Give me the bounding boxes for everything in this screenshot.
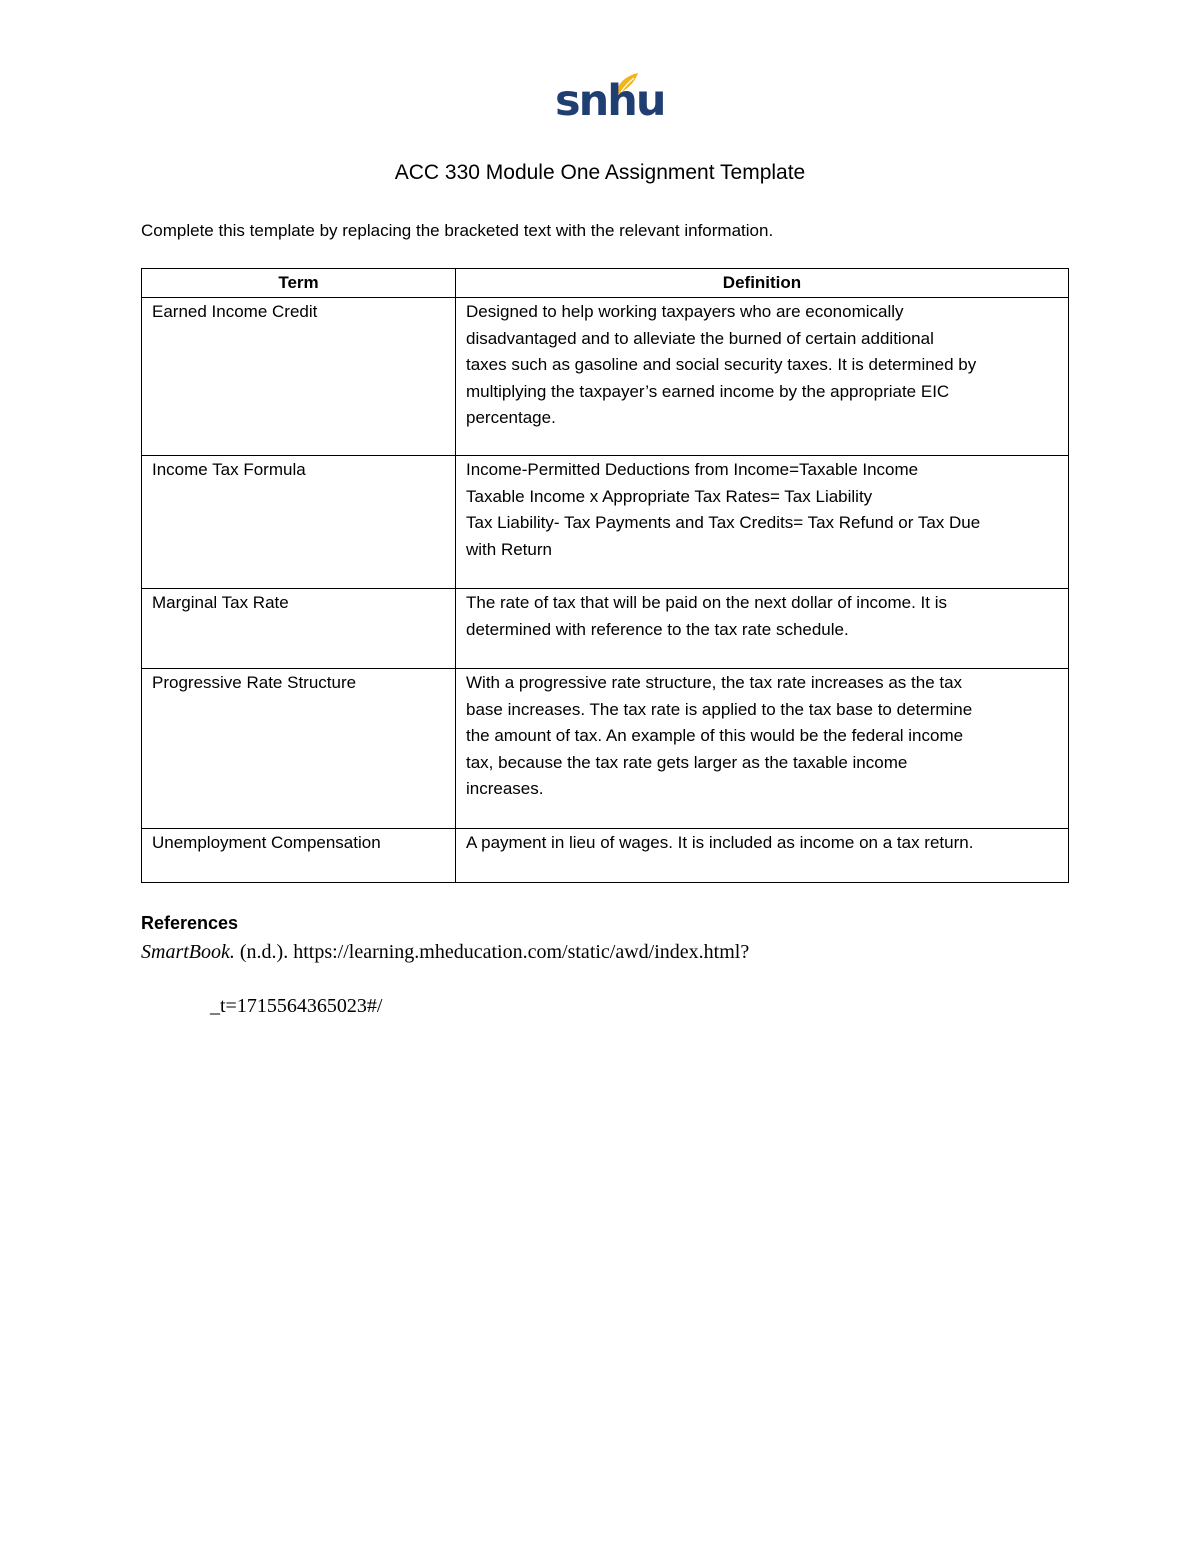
reference-url-part2[interactable]: _t=1715564365023#/ [210,995,383,1017]
definition-line: with Return [466,539,552,559]
table-row [142,669,1069,829]
definition-line: increases. [466,779,544,798]
table-row [142,456,1069,589]
term-cell: Marginal Tax Rate [142,589,456,669]
definition-line: determined with reference to the tax rate schedule. [466,619,849,639]
logo-text: snhu [555,76,665,126]
reference-entry [141,938,749,966]
reference-url-part1[interactable]: (n.d.). https://learning.mheducation.com/static/awd/index.html? [234,941,750,963]
definition-line: Tax Liability- Tax Payments and Tax Credits= Tax Refund or Tax Due [466,513,981,532]
definition-line: tax, because the tax rate gets larger as the taxable income [466,752,908,772]
definition-line: percentage. [466,408,556,427]
definition-line: taxes such as gasoline and social security taxes. It is determined by [466,355,977,374]
definition-cell [456,829,1069,883]
definition-line: the amount of tax. An example of this would be the federal income [466,726,964,745]
definition-line: A payment in lieu of wages. It is included as income on a tax return. [466,833,974,852]
term-cell: Progressive Rate Structure [142,669,456,829]
term-cell: Unemployment Compensation [142,829,456,883]
references-heading: References [141,913,239,933]
table-row [142,298,1069,456]
reference-source-title: SmartBook. [141,941,235,963]
page-title: ACC 330 Module One Assignment Template [394,161,806,184]
term-cell: Income Tax Formula [142,456,456,589]
definition-line: The rate of tax that will be paid on the next dollar of income. It is [466,593,947,612]
definition-line: Taxable Income x Appropriate Tax Rates= Tax Liability [466,486,873,506]
definition-line: Designed to help working taxpayers who are economically [466,302,904,321]
header-term: Term [142,269,456,298]
definition-cell [456,589,1069,669]
header-definition: Definition [456,269,1069,298]
definition-line: Income-Permitted Deductions from Income=Taxable Income [466,460,919,479]
definition-cell [456,669,1069,829]
table-header-row [142,269,1069,298]
definition-line: With a progressive rate structure, the tax rate increases as the tax [466,673,963,692]
definition-cell [456,298,1069,456]
table-row [142,589,1069,669]
definition-line: base increases. The tax rate is applied to the tax base to determine [466,699,973,719]
terms-table [141,268,1069,883]
definition-line: multiplying the taxpayer’s earned income by the appropriate EIC [466,381,950,401]
term-cell: Earned Income Credit [142,298,456,456]
table-row [142,829,1069,883]
snhu-logo [553,70,665,136]
instructions-text: Complete this template by replacing the bracketed text with the relevant information. [141,221,774,240]
definition-cell [456,456,1069,589]
definition-line: disadvantaged and to alleviate the burned of certain additional [466,328,934,348]
